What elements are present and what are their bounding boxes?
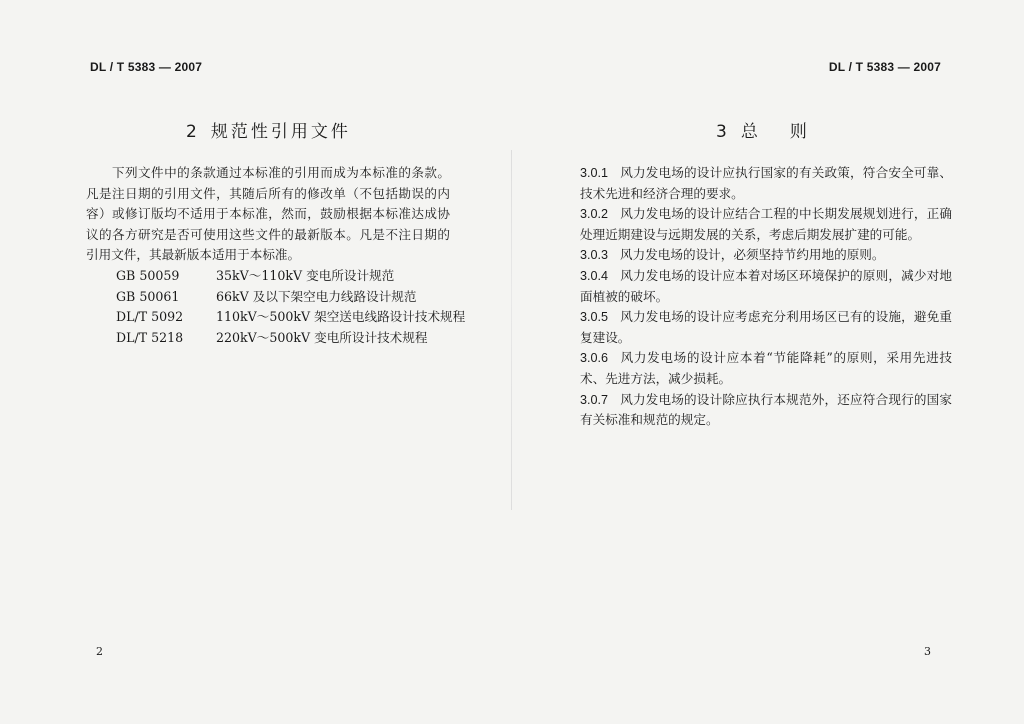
reference-code: DL/T 5218 — [116, 329, 184, 345]
clause-text: 风力发电场的设计应结合工程的中长期发展规划进行，正确处理近期建设与远期发展的关系，考虑后期发展扩建的可能。 — [580, 206, 952, 242]
reference-item — [86, 328, 450, 349]
section-2-heading: 规范性引用文件 — [210, 122, 351, 142]
reference-item — [86, 287, 450, 308]
section-3-heading-part-2: 则 — [789, 122, 813, 142]
left-running-header: DL / T 5383 — 2007 — [90, 60, 203, 74]
clause-number: 3.0.3 — [580, 248, 609, 263]
right-page-number: 3 — [924, 645, 931, 658]
reference-title: 66kV 及以下架空电力线路设计规范 — [216, 288, 417, 304]
right-running-header: DL / T 5383 — 2007 — [828, 60, 941, 74]
section-3-number: 3 — [716, 122, 727, 142]
clause-item — [580, 266, 952, 307]
intro-paragraph: 下列文件中的条款通过本标准的引用而成为本标准的条款。凡是注日期的引用文件，其随后所有的修改单（不包括勘误的内容）或修订版均不适用于本标准，然而，鼓励根据本标准达成协议的各方研究是否可使用这些文件的最新版本。凡是不注日期的引用文件，其最新版本适用于本标准。 — [86, 165, 450, 263]
reference-item — [86, 266, 450, 287]
clause-number: 3.0.5 — [580, 310, 609, 325]
clause-text: 风力发电场的设计除应执行本规范外，还应符合现行的国家有关标准和规范的规定。 — [580, 391, 952, 428]
clause-item — [580, 163, 952, 204]
clause-item — [580, 307, 952, 348]
clause-item — [580, 390, 952, 431]
section-2-body — [86, 163, 466, 348]
clause-number: 3.0.6 — [580, 351, 609, 366]
section-2-title — [186, 117, 351, 142]
reference-code: GB 50061 — [116, 288, 180, 304]
clause-number: 3.0.1 — [580, 166, 609, 180]
clause-text: 风力发电场的设计应执行国家的有关政策，符合安全可靠、技术先进和经济合理的要求。 — [580, 165, 952, 201]
clause-number: 3.0.2 — [580, 207, 609, 222]
reference-list — [86, 266, 466, 348]
clause-item — [580, 245, 952, 266]
reference-code: DL/T 5092 — [116, 309, 184, 325]
reference-title: 220kV～500kV 变电所设计技术规程 — [216, 329, 428, 345]
section-3-body — [580, 163, 952, 431]
section-2-number: 2 — [186, 122, 197, 142]
section-3-heading-part-1: 总 — [740, 122, 764, 142]
clause-text: 风力发电场的设计，必须坚持节约用地的原则。 — [620, 247, 885, 263]
clause-text: 风力发电场的设计应考虑充分利用场区已有的设施，避免重复建设。 — [580, 309, 952, 345]
left-page-number: 2 — [96, 645, 103, 658]
reference-item — [86, 307, 466, 328]
clause-text: 风力发电场的设计应本着“节能降耗”的原则，采用先进技术、先进方法，减少损耗。 — [580, 350, 952, 386]
right-page — [512, 0, 1024, 724]
clause-item — [580, 348, 952, 389]
reference-title: 35kV～110kV 变电所设计规范 — [216, 267, 395, 283]
reference-code: GB 50059 — [116, 267, 180, 283]
clause-item — [580, 204, 952, 245]
clause-number: 3.0.7 — [580, 392, 609, 407]
reference-title: 110kV～500kV 架空送电线路设计技术规程 — [216, 309, 466, 325]
clause-number: 3.0.4 — [580, 268, 609, 283]
section-3-title — [716, 117, 813, 142]
clause-text: 风力发电场的设计应本着对场区环境保护的原则，减少对地面植被的破坏。 — [580, 267, 952, 304]
